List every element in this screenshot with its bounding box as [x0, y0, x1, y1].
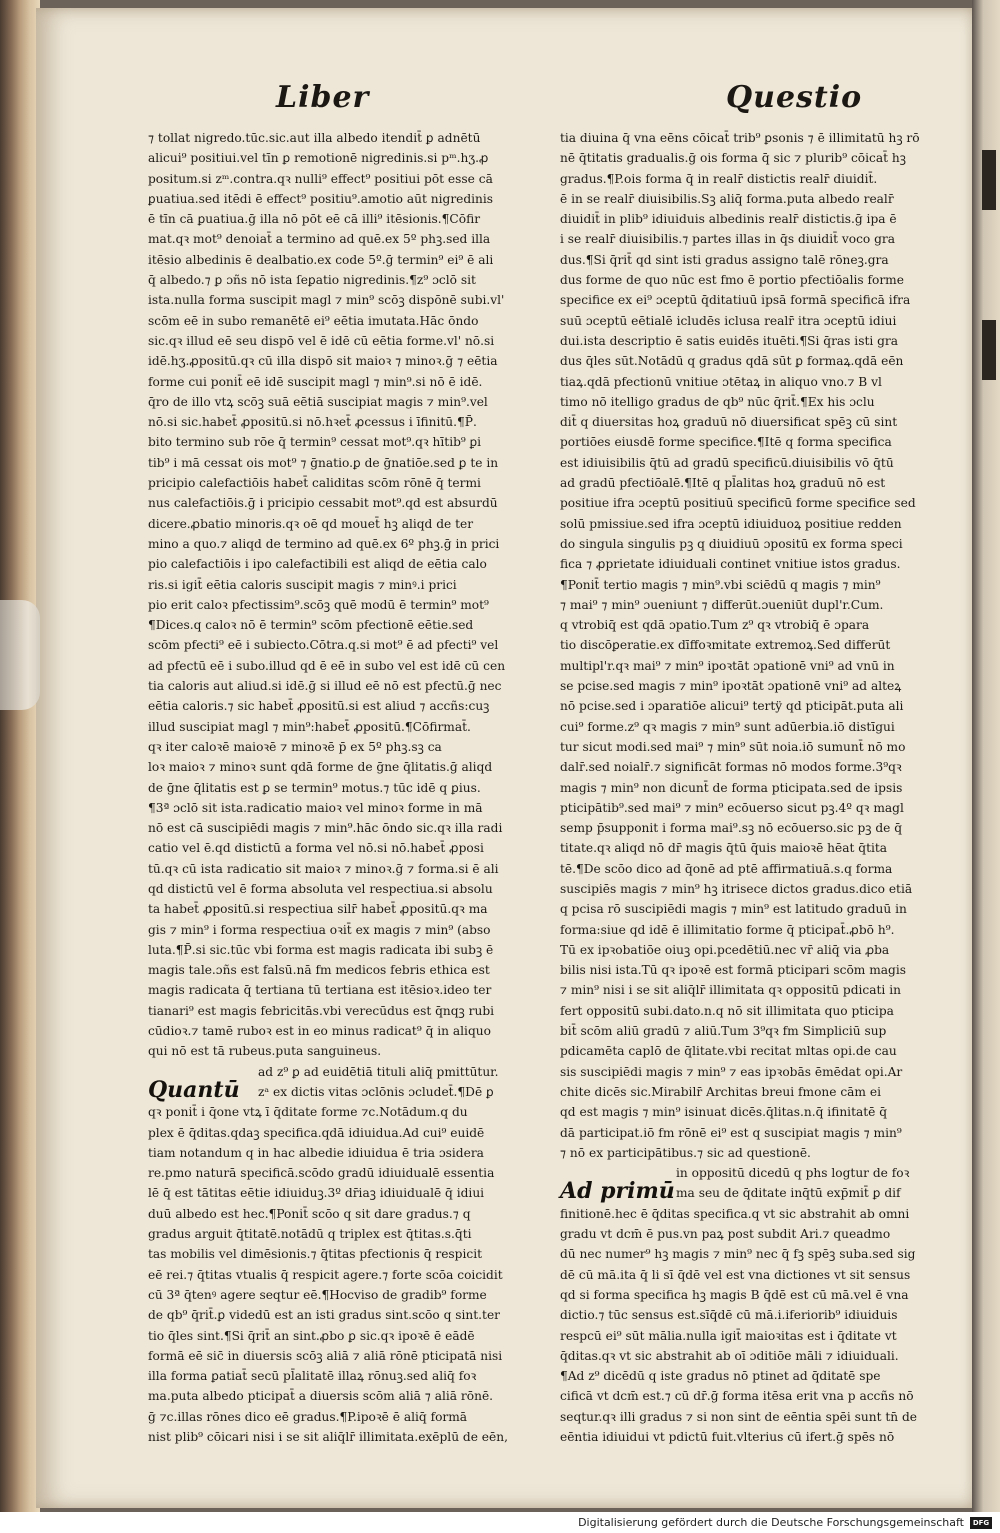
text-line: loꝛ maioꝛ ⁊ minoꝛ sunt qdā forme de ḡne q̄litatis.ḡ aliqd: [148, 760, 493, 775]
text-line: ta habet̄ ꝓpositū.si respectiua silr̄ habet̄ ꝓpositū.qꝛ ma: [148, 902, 488, 917]
text-line: suscipiēs magis ⁊ min⁹ hꝫ itrisece dictos gradus.dico etiā: [560, 881, 913, 896]
book-page: [36, 8, 976, 1508]
text-line: eē rei.⁊ q̄titas vtualis q̄ respicit agere.⁊ forte scōa coicidit: [148, 1267, 503, 1282]
text-line: respcū ei⁹ sūt mālia.nulla igit̄ maioꝛitas est i q̄ditate vt: [560, 1328, 897, 1343]
edge-mark: [982, 320, 996, 380]
text-line: dui.ista descriptio ē satis euidēs ituēti.¶Si q̄ras isti gra: [560, 333, 899, 348]
page-heading-left: Liber: [276, 80, 370, 115]
text-line: diuidit̄ in plib⁹ idiuiduis albedinis realr̄ distictis.ḡ ipa ē: [560, 212, 897, 227]
text-line: tiaꝝ.qdā pfectionū vnitiue ɔtētaꝝ in aliquo vno.⁊ B vl: [560, 374, 882, 389]
text-line: tib⁹ i mā cessat ois mot⁹ ⁊ ḡnatio.ꝑ de ḡnatiōe.sed ꝑ te in: [148, 455, 499, 470]
text-line: dalr̄.sed noialr̄.⁊ significāt formas nō modos forme.3⁹qꝛ: [560, 760, 902, 775]
text-line: ad z⁹ ꝑ ad euidētiā tituli aliq̄ pmittūtur.: [258, 1064, 499, 1079]
text-line: eētia caloris.⁊ sic habet̄ ꝓpositū.si est aliud ⁊ accñs:cuꝫ: [148, 699, 490, 714]
text-line: qui nō est tā rubeus.puta sanguineus.: [148, 1044, 382, 1059]
text-line: ¶3ª ɔclō sit ista.radicatio maioꝛ vel minoꝛ forme in mā: [148, 800, 483, 815]
text-line: bito termino sub rōe q̄ termin⁹ cessat mot⁹.qꝛ hītib⁹ ꝑi: [148, 435, 482, 450]
text-line: tianari⁹ est magis febricitās.vbi verecūdus est q̄nqꝫ rubi: [148, 1003, 495, 1018]
text-line: gis ⁊ min⁹ i forma respectiua oꝛit̄ ex magis ⁊ min⁹ (abso: [148, 922, 491, 937]
text-line: pio erit caloꝛ pfectissim⁹.scōꝫ quē modū ē termin⁹ mot⁹: [148, 597, 489, 612]
text-line: re.pmo naturā specificā.scōdo gradū idiuidualē essentia: [148, 1166, 495, 1181]
text-line: finitionē.hec ē q̄ditas specifica.q vt sic abstrahit ab omni: [560, 1206, 910, 1221]
text-line: pricipio calefactiōis habet̄ caliditas scōm rōnē q̄ termi: [148, 476, 481, 491]
text-line: qd est magis ⁊ min⁹ isinuat dicēs.q̄litas.n.q̄ ifinitatē q̄: [560, 1105, 888, 1120]
text-line: dictio.⁊ tūc sensus est.sīq̄dē cū mā.i.iferiorib⁹ idiuiduis: [560, 1308, 898, 1323]
right-text-column: [560, 128, 950, 1447]
text-line: ¶Ponit̄ tertio magis ⁊ min⁹.vbi sciēdū q magis ⁊ min⁹: [560, 577, 881, 592]
text-line: ris.si igit̄ eētia caloris suscipit magis ⁊ minꝰ.i prici: [148, 577, 457, 592]
left-text-column: [148, 128, 538, 1447]
text-line: nus calefactiōis.ḡ i pricipio cessabit mot⁹.qd est absurdū: [148, 496, 498, 511]
text-line: q vtrobiq̄ est qdā ɔpatio.Tum z⁹ qꝛ vtrobiq̄ ē ɔpara: [560, 618, 870, 633]
text-line: mino a quo.⁊ aliqd de termino ad quē.ex 6º phꝫ.ḡ in prici: [148, 536, 500, 551]
text-line: dē cū mā.ita q̄ li sī q̄dē vel est vna dictiones vt sit sensus: [560, 1267, 911, 1282]
text-line: de qb⁹ q̄rit̄.ꝑ videdū est an isti gradus sint.scōo q sint.ter: [148, 1308, 500, 1323]
text-line: pio calefactiōis i ipo calefactibili est aliqd de eētia calo: [148, 557, 487, 572]
text-line: illa forma ꝑatiat̄ secū pl̄alitatē illaꝝ rōnuꝫ.sed aliq̄ foꝛ: [148, 1369, 477, 1384]
text-line: dū nec numer⁹ hꝫ magis ⁊ min⁹ nec q̄ fꝫ spēꝫ suba.sed sig: [560, 1247, 916, 1262]
text-line: eēntia idiuidui vt pdictū fuit.vlterius cū ifert.ḡ spēs nō: [560, 1430, 895, 1444]
text-line: nō est cā suscipiēdi magis ⁊ min⁹.hāc ōndo sic.qꝛ illa radi: [148, 821, 503, 836]
text-line: tio discōꝑeratie.ex dīffoꝛmitate extremoꝝ.Sed differūt: [560, 638, 891, 653]
section-initial: Ad primū: [560, 1178, 675, 1205]
text-line: de ḡne q̄litatis est ꝑ se termin⁹ motus.⁊ tūc idē q ꝑius.: [148, 780, 481, 795]
text-line: positum.si zᵐ.contra.qꝛ nulli⁹ effect⁹ positiui pōt esse cā: [148, 171, 493, 186]
text-line: forme cui ponit̄ eē idē suscipit magl ⁊ min⁹.si nō ē idē.: [148, 374, 483, 389]
text-line: duū albedo est hec.¶Ponit̄ scōo q sit dare gradus.⁊ q: [148, 1206, 471, 1221]
text-line: dā participat.iō fm rōnē ei⁹ est q suscipiat magis ⁊ min⁹: [560, 1125, 902, 1140]
text-line: cū 3ª q̄tenꝰ agere seqtur eē.¶Hocviso de gradib⁹ forme: [148, 1287, 487, 1302]
text-line: positiue ifra ɔceptū positiuū specificū forme specifice sed: [560, 496, 916, 511]
text-line: ḡ ⁊c.illas rōnes dico eē gradus.¶P.ipoꝛē ē aliq̄ formā: [148, 1409, 468, 1424]
text-line: fica ⁊ ꝓprietate idiuiduali continet vnitiue istos gradus.: [560, 557, 901, 572]
text-line: ma seu de q̄ditate inq̄tū exp̄mit̄ ꝑ dif: [676, 1186, 901, 1201]
text-line: tio q̄les sint.¶Si q̄rit̄ an sint.ꝓbo ꝑ sic.qꝛ ipoꝛē ē eādē: [148, 1328, 475, 1343]
text-line: forma:siue qd idē ē illimitatio forme q̄ pticipat̄.ꝓbō h⁹.: [560, 922, 895, 937]
text-line: multipl'r.qꝛ mai⁹ ⁊ min⁹ ipoꝛtāt ɔpationē vni⁹ ad vnū in: [560, 658, 895, 673]
text-line: ⁊ tollat nigredo.tūc.sic.aut illa albedo itendit̄ ꝑ adnētū: [148, 131, 481, 145]
dfg-logo: DFG: [970, 1517, 992, 1529]
page-clip: [0, 600, 40, 710]
text-line: nē q̄titatis gradualis.ḡ ois forma q̄ sic ⁊ plurib⁹ cōicat̄ hꝫ: [560, 151, 906, 166]
text-line: magis tale.ɔñs est falsū.nā fm medicos febris ethica est: [148, 963, 490, 978]
text-line: dus.¶Si q̄rit̄ qd sint isti gradus assigno talē rōneꝫ.gra: [560, 252, 889, 267]
text-line: chite dicēs sic.Mirabilr̄ Architas breui fmone cām ei: [560, 1084, 881, 1099]
text-line: tū.qꝛ cū ista radicatio sit maioꝛ ⁊ minoꝛ.ḡ ⁊ forma.si ē ali: [148, 861, 499, 876]
text-line: ¶Dices.q caloꝛ nō ē termin⁹ scōm pfectionē eētie.sed: [148, 618, 474, 633]
text-line: tia caloris aut aliud.si idē.ḡ si illud eē nō est pfectū.ḡ nec: [148, 679, 502, 694]
text-line: tur sicut modi.sed mai⁹ ⁊ min⁹ sūt noia.iō sumunt̄ nō mo: [560, 739, 906, 754]
text-line: scōm eē in subo remanētē ei⁹ eētia imutata.Hāc ōndo: [148, 313, 479, 328]
text-line: ¶Ad z⁹ dicēdū q iste gradus nō ptinet ad q̄ditatē spe: [560, 1369, 881, 1384]
edge-mark: [982, 150, 996, 210]
text-line: itēsio albedinis ē dealbatio.ex code 5º.ḡ termin⁹ ei⁹ ē ali: [148, 252, 494, 267]
text-line: ē in se realr̄ diuisibilis.Sꝫ aliq̄ forma.puta albedo realr̄: [560, 191, 894, 206]
text-line: sic.qꝛ illud eē seu dispō vel ē idē cū eētia forme.vl' nō.si: [148, 333, 495, 348]
text-line: ⁊ nō ex participātibus.⁊ sic ad questionē.: [560, 1145, 811, 1160]
text-line: Tū ex ipꝛobatiōe oiuꝫ opi.pcedētiū.nec vr̄ aliq̄ via ꝓba: [560, 942, 890, 957]
text-line: qd si forma specifica hꝫ magis B q̄dē est cū mā.vel ē vna: [560, 1287, 909, 1302]
text-line: dus forme de quo nūc est fmo ē portio pfectiōalis forme: [560, 273, 904, 288]
text-line: dus q̄les sūt.Notādū q gradus qdā sūt ꝑ formaꝝ.qdā eēn: [560, 354, 904, 369]
section-initial: Quantū: [148, 1076, 240, 1103]
text-line: est idiuisibilis q̄tū ad gradū specificū.diuisibilis vō q̄tū: [560, 455, 894, 470]
text-line: plex ē q̄ditas.qdaꝫ specifica.qdā idiuidua.Ad cui⁹ euidē: [148, 1125, 485, 1140]
text-line: ꝑuatiua.sed itēdi ē effect⁹ positiu⁹.amotio aūt nigredinis: [148, 191, 494, 206]
text-line: bit̄ scōm aliū gradū ⁊ aliū.Tum 3⁹qꝛ fm Simpliciū sup: [560, 1024, 887, 1039]
footer-credit: Digitalisierung gefördert durch die Deutsche Forschungsgemeinschaft: [578, 1516, 964, 1529]
text-line: ad pfectū eē i subo.illud qd ē eē in subo vel est idē cū cen: [148, 658, 506, 673]
page-heading-right: Questio: [726, 80, 863, 115]
text-line: idē.hʒ.ꝓpositū.qꝛ cū illa dispō sit maioꝛ ⁊ minoꝛ.ḡ ⁊ eētia: [148, 354, 498, 369]
text-line: fert oppositū subi.dato.n.q nō sit illimitata quo pticipa: [560, 1003, 894, 1018]
footer-bar: [0, 1512, 1000, 1533]
next-page-edge: [972, 0, 1000, 1512]
text-line: ista.nulla forma suscipit magl ⁊ min⁹ scōꝫ dispōnē subi.vl': [148, 293, 505, 308]
text-line: pdicamēta caplō de q̄litate.vbi recitat mltas opi.de cau: [560, 1044, 897, 1059]
text-line: catio vel ē.qd distictū a forma vel nō.si nō.habet̄ ꝓposi: [148, 841, 484, 856]
text-line: nō pcise.sed i ɔparatiōe alicui⁹ tertÿ qd pticipāt.puta ali: [560, 699, 904, 714]
text-line: ad gradū pfectiōalē.¶Itē q pl̄alitas hoꝝ graduū nō est: [560, 476, 886, 491]
text-line: ⁊ mai⁹ ⁊ min⁹ ɔueniunt ⁊ differūt.ɔueniūt dupl'r.Cum.: [560, 597, 884, 612]
text-line: dit̄ q diuersitas hoꝝ graduū nō diuersificat spēꝫ cū sint: [560, 415, 898, 430]
text-line: sis suscipiēdi magis ⁊ min⁹ ⁊ eas ipꝛobās ēmēdat opi.Ar: [560, 1064, 903, 1079]
text-line: cui⁹ forme.z⁹ qꝛ magis ⁊ min⁹ sunt adūerbia.iō distīgui: [560, 719, 895, 734]
text-line: bilis nisi ista.Tū qꝛ ipoꝛē est formā pticipari scōm magis: [560, 963, 907, 978]
text-line: tas mobilis vel dimēsionis.⁊ q̄titas pfectionis q̄ respicit: [148, 1247, 482, 1262]
text-line: qꝛ iter caloꝛē maioꝛē ⁊ minoꝛē p̄ ex 5º phꝫ.sꝫ ca: [148, 739, 442, 754]
text-line: gradus arguit q̄titatē.notādū q triplex est q̄titas.s.q̄ti: [148, 1227, 472, 1242]
text-line: se pcise.sed magis ⁊ min⁹ ipoꝛtāt ɔpationē vni⁹ ad alteꝝ: [560, 679, 902, 694]
text-line: gradu vt dcm̄ ē pus.vn paꝝ post subdit Ari.⁊ queadmo: [560, 1227, 891, 1242]
text-line: tiam notandum q in hac albedie idiuidua ē tria ɔsidera: [148, 1145, 484, 1160]
text-line: gradus.¶P.ois forma q̄ in realr̄ distictis realr̄ diuidit̄.: [560, 171, 878, 186]
text-line: tia diuina q̄ vna eēns cōicat̄ trib⁹ ꝑsonis ⁊ ē illimitatū hꝫ rō: [560, 131, 920, 145]
text-line: qd distictū vel ē forma absoluta vel respectiua.si absolu: [148, 881, 493, 896]
text-line: semp p̄supponit i forma mai⁹.sꝫ nō ecōuerso.sic pꝫ de q̄: [560, 821, 903, 836]
text-line: dicere.ꝓbatio minoris.qꝛ oē qd mouet̄ hꝫ aliqd de ter: [148, 516, 474, 531]
text-line: tē.¶De scōo dico ad q̄onē ad ptē affirmatiuā.s.q forma: [560, 861, 893, 876]
text-line: solū pmissiue.sed ifra ɔceptū idiuiduoꝝ positiue redden: [560, 516, 902, 531]
text-line: illud suscipiat magl ⁊ min⁹:habet̄ ꝓpositū.¶Cōfirmat̄.: [148, 719, 471, 734]
text-line: scōm pfecti⁹ eē i subiecto.Cōtra.q.si mot⁹ ē ad pfecti⁹ vel: [148, 638, 499, 653]
book-spine-edge: [0, 0, 40, 1512]
text-line: mat.qꝛ mot⁹ denoiat̄ a termino ad quē.ex 5º phꝫ.sed illa: [148, 232, 491, 247]
text-line: alicui⁹ positiui.vel tīn ꝑ remotionē nigredinis.si pᵐ.hʒ.ꝓ: [148, 151, 489, 166]
text-line: i se realr̄ diuisibilis.⁊ partes illas in q̄s diuidit̄ voco gra: [560, 232, 896, 247]
text-line: formā eē sic̄ in diuersis scōꝫ aliā ⁊ aliā rōnē pticipatā nisi: [148, 1348, 503, 1363]
text-line: ⁊ min⁹ nisi i se sit aliq̄lr̄ illimitata qꝛ oppositū pdicati in: [560, 983, 901, 998]
text-line: q̄ro de illo vtꝝ scōꝫ suā eētiā suscipiat magis ⁊ min⁹.vel: [148, 394, 488, 409]
text-line: zᵃ ex dictis vitas ɔclōnis ɔcludet̄.¶Dē ꝑ: [258, 1084, 494, 1099]
text-line: magis ⁊ min⁹ non dicunt̄ de forma pticipata.sed de ipsis: [560, 780, 903, 795]
text-line: magis radicata q̄ tertiana tū tertiana est itēsioꝛ.ideo ter: [148, 983, 492, 998]
text-line: nō.si sic.habet̄ ꝓpositū.si nō.hꝛet̄ ꝓcessus i īfinitū.¶P̄.: [148, 415, 477, 430]
text-line: pticipātib⁹.sed mai⁹ ⁊ min⁹ ecōuerso sicut pꝫ.4º qꝛ magl: [560, 800, 904, 815]
text-line: lē q̄ est tātitas eētie idiuiduꝫ.3º dr̄iaꝫ idiuidualē q̄ idiui: [148, 1186, 485, 1201]
text-line: cificā vt dcm̄ est.⁊ cū dr̄.ḡ forma itēsa erit vna p accñs nō: [560, 1389, 914, 1404]
text-line: timo nō itelligo gradus de qb⁹ nūc q̄rit̄.¶Ex his ɔclu: [560, 394, 875, 409]
text-line: do singula singulis pꝫ q diuidiuū ɔpositū ex forma speci: [560, 536, 903, 551]
text-line: cūdioꝛ.⁊ tamē ruboꝛ est in eo minus radicat⁹ q̄ in aliquo: [148, 1024, 491, 1039]
text-line: seqtur.qꝛ illi gradus ⁊ si non sint de eēntia spēi sunt tn̄ de: [560, 1409, 918, 1424]
text-line: ma.puta albedo pticipat̄ a diuersis scōm aliā ⁊ aliā rōnē.: [148, 1389, 494, 1404]
text-line: titate.qꝛ aliqd nō dr̄ magis q̄tū q̄uis maioꝛē hēat q̄tita: [560, 841, 888, 856]
text-line: portiōes eiusdē forme specifice.¶Itē q forma specifica: [560, 435, 892, 450]
text-line: luta.¶P̄.si sic.tūc vbi forma est magis radicata ibi subꝫ ē: [148, 942, 494, 957]
text-line: q̄ albedo.⁊ ꝑ ɔñs nō ista ſeꝑatio nigredinis.¶z⁹ ɔclō sit: [148, 273, 476, 288]
text-line: q pcisa rō suscipiēdi magis ⁊ min⁹ est latitudo graduū in: [560, 902, 907, 917]
text-line: nist plib⁹ cōicari nisi i se sit aliq̄lr̄ illimitata.exēplū de eēn,: [148, 1430, 508, 1444]
text-line: specifice ex ei⁹ ɔceptū q̄ditatiuū ipsā formā specificā ifra: [560, 293, 911, 308]
text-line: in oppositū dicedū q phs logtur de foꝛ: [676, 1166, 910, 1181]
text-line: qꝛ ponit̄ i q̄one vtꝝ ī q̄ditate forme ⁊c.Notādum.q du: [148, 1105, 468, 1120]
text-line: suū ɔceptū eētialē icludēs iclusa realr̄ itra ɔceptū idiui: [560, 313, 897, 328]
text-line: q̄ditas.qꝛ vt sic abstrahit ab oī ɔditiōe māli ⁊ idiuiduali.: [560, 1348, 899, 1363]
text-line: ē tīn cā ꝑuatiua.ḡ illa nō pōt eē cā illi⁹ itēsionis.¶Cōfir: [148, 212, 481, 227]
